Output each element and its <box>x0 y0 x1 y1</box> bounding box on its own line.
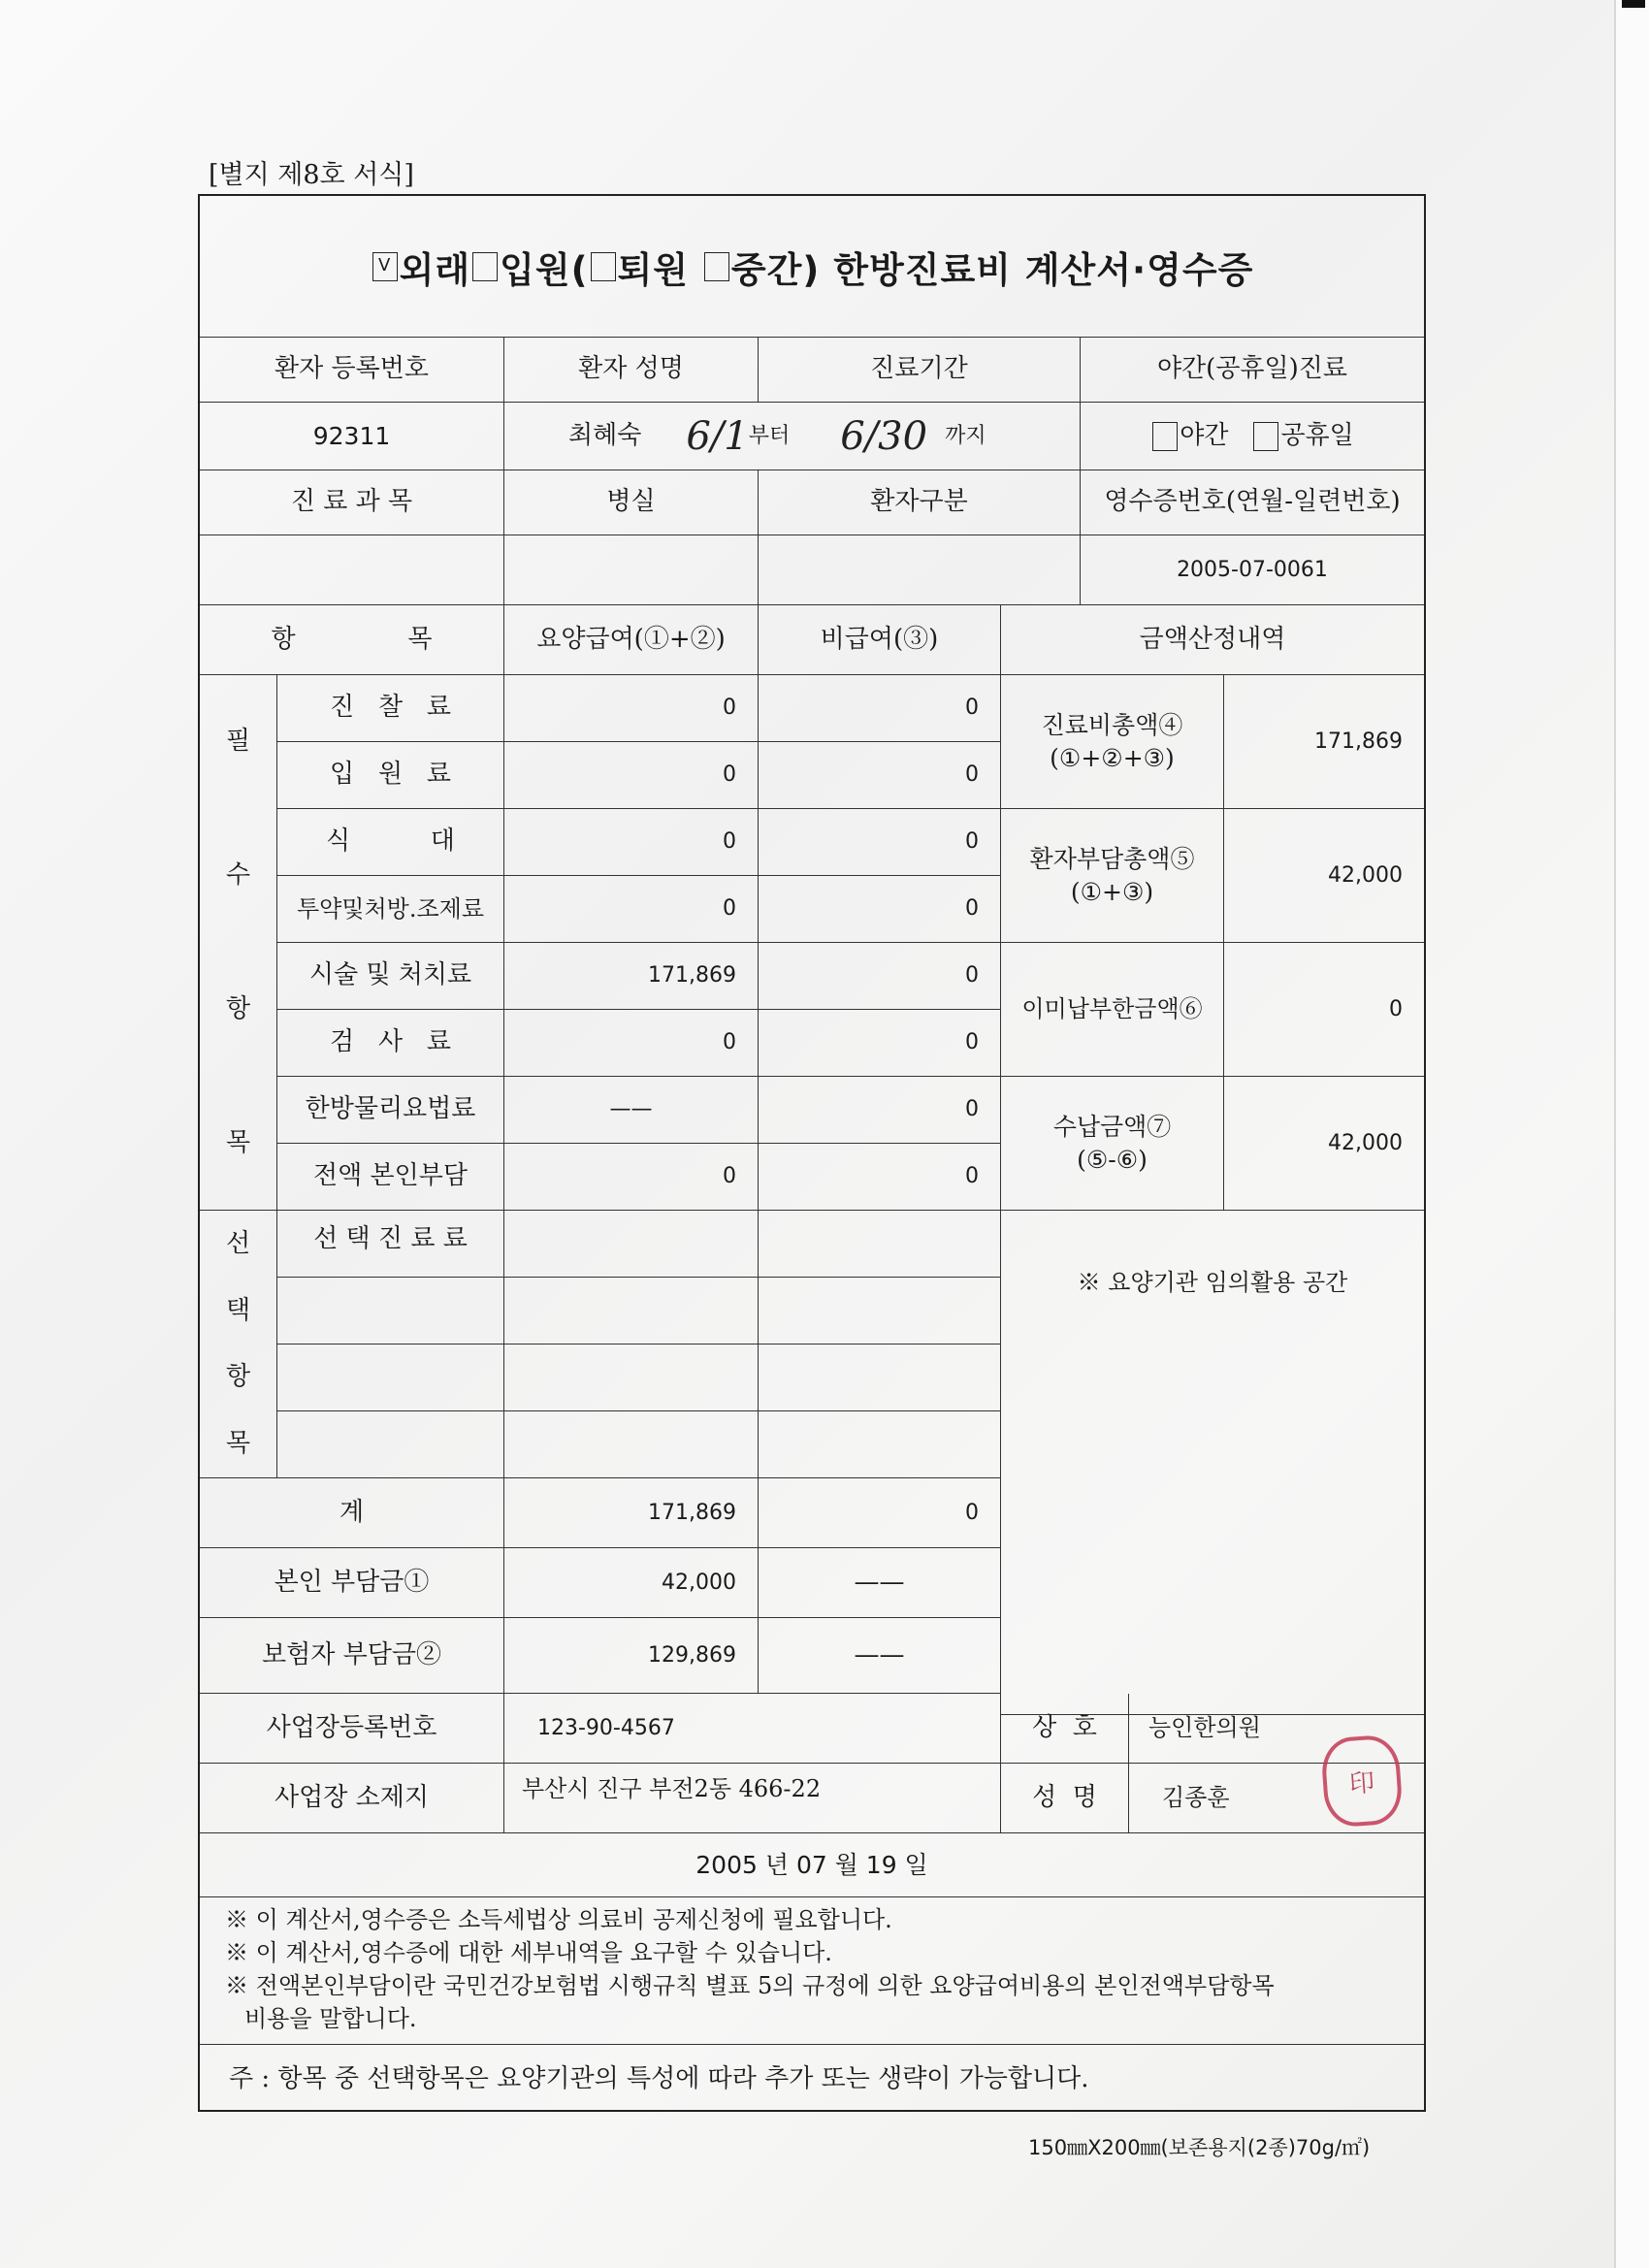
optional-items-group <box>200 1211 277 1478</box>
uninsured-value: 0 <box>759 943 1001 1010</box>
insured-value: 0 <box>504 1010 759 1077</box>
uninsured-value: 0 <box>759 1144 1001 1211</box>
period-to-handwritten: 6/30 <box>840 413 928 459</box>
period-from-label: 부터 <box>748 423 791 448</box>
holiday-label: 공휴일 <box>1280 420 1354 450</box>
optional-group-char: 항 <box>225 1362 251 1392</box>
night-header: 야간(공휴일)진료 <box>1081 337 1424 403</box>
uninsured-header: 비급여(③) <box>759 605 1001 675</box>
interim-checkbox[interactable] <box>704 252 729 281</box>
optional-item-label <box>277 1278 504 1345</box>
trade-name-label: 상 호 <box>1001 1694 1129 1764</box>
discharge-checkbox[interactable] <box>591 252 616 281</box>
night-checkbox[interactable] <box>1152 422 1178 451</box>
uninsured-value: 0 <box>759 809 1001 876</box>
patient-type-header: 환자구분 <box>759 470 1081 535</box>
form-code: [별지 제8호 서식] <box>209 160 414 190</box>
owner-label: 성 명 <box>1001 1764 1129 1833</box>
note-line: ※ 전액본인부담이란 국민건강보험법 시행규칙 별표 5의 규정에 의한 요양급여비용의 본인전액부담항목 <box>225 1972 1275 2000</box>
patient-name: 최혜숙 <box>568 420 642 450</box>
optional-insured <box>504 1211 759 1278</box>
item-label: 투약및처방.조제료 <box>277 876 504 943</box>
holiday-checkbox[interactable] <box>1253 422 1278 451</box>
item-label: 시술 및 처치료 <box>277 943 504 1010</box>
night-label: 야간 <box>1180 420 1229 450</box>
optional-group-char: 목 <box>225 1429 251 1459</box>
insured-value: 171,869 <box>504 943 759 1010</box>
optional-group-char: 택 <box>225 1295 251 1325</box>
item-header: 항 목 <box>200 605 504 675</box>
dept-header: 진 료 과 목 <box>200 470 504 535</box>
insured-value: 0 <box>504 876 759 943</box>
receipt-no-value: 2005-07-0061 <box>1081 535 1424 605</box>
optional-group-char: 선 <box>225 1228 251 1258</box>
prepaid-label: 이미납부한금액⑥ <box>1001 943 1224 1077</box>
issue-date: 2005 년 07 월 19 일 <box>200 1833 1424 1897</box>
item-label: 입 원 료 <box>277 742 504 809</box>
scan-edge <box>1614 0 1649 2268</box>
required-group-char: 필 <box>225 727 251 757</box>
item-label: 한방물리요법료 <box>277 1077 504 1144</box>
uninsured-value: 0 <box>759 675 1001 742</box>
paid-label: 수납금액⑦ (⑤-⑥) <box>1001 1077 1224 1211</box>
discharge-label: 퇴원 <box>617 248 690 291</box>
note-line: ※ 이 계산서,영수증에 대한 세부내역을 요구할 수 있습니다. <box>225 1939 832 1967</box>
name-period-cell <box>504 403 1081 470</box>
reg-no-header: 환자 등록번호 <box>200 337 504 403</box>
title-main: 한방진료비 계산서·영수증 <box>833 248 1254 291</box>
optional-insured <box>504 1278 759 1345</box>
business-address-value: 부산시 진구 부전2동 466-22 <box>504 1764 1001 1833</box>
uninsured-value: 0 <box>759 876 1001 943</box>
optional-item-label <box>277 1411 504 1478</box>
uninsured-value: 0 <box>759 1077 1001 1144</box>
business-reg-label: 사업장등록번호 <box>200 1694 504 1764</box>
night-holiday-cell <box>1081 403 1424 470</box>
inpatient-label: 입원( <box>500 248 589 291</box>
required-group-char: 항 <box>225 993 251 1023</box>
calc-header: 금액산정내역 <box>1001 605 1424 675</box>
reg-no-value: 92311 <box>200 403 504 470</box>
name-header: 환자 성명 <box>504 337 759 403</box>
note-line: ※ 이 계산서,영수증은 소득세법상 의료비 공제신청에 필요합니다. <box>225 1906 892 1933</box>
period-from-handwritten: 6/1 <box>686 413 749 459</box>
dept-value <box>200 535 504 605</box>
required-group-char: 목 <box>225 1127 251 1157</box>
remark: 주 : 항목 중 선택항목은 요양기관의 특성에 따라 추가 또는 생략이 가능합니다. <box>229 2064 1089 2093</box>
optional-item-label <box>277 1345 504 1411</box>
outpatient-checkbox[interactable]: V <box>372 252 398 281</box>
uninsured-value: 0 <box>759 1010 1001 1077</box>
item-label: 진 찰 료 <box>277 675 504 742</box>
total-label: 계 <box>200 1478 504 1548</box>
required-items-group <box>200 675 277 1211</box>
trade-name-value: 능인한의원 <box>1129 1694 1424 1764</box>
required-group-char: 수 <box>225 860 251 891</box>
optional-insured <box>504 1345 759 1411</box>
notes <box>225 1903 1275 2035</box>
patient-total-label: 환자부담총액⑤ (①+③) <box>1001 809 1224 943</box>
note-line: 비용을 말합니다. <box>244 2005 417 2033</box>
period-header: 진료기간 <box>759 337 1081 403</box>
optional-uninsured <box>759 1345 1001 1411</box>
patient-type-value <box>759 535 1081 605</box>
total-uninsured: 0 <box>759 1478 1001 1548</box>
optional-uninsured <box>759 1411 1001 1478</box>
room-value <box>504 535 759 605</box>
patient-total-value: 42,000 <box>1224 809 1424 943</box>
insured-value: 0 <box>504 1144 759 1211</box>
insured-value: 0 <box>504 809 759 876</box>
item-label: 검 사 료 <box>277 1010 504 1077</box>
prepaid-value: 0 <box>1224 943 1424 1077</box>
insured-header: 요양급여(①+②) <box>504 605 759 675</box>
form-title <box>200 196 1424 338</box>
free-space: ※ 요양기관 임의활용 공간 <box>1001 1211 1424 1715</box>
business-address-label: 사업장 소제지 <box>200 1764 504 1833</box>
total-cost-value: 171,869 <box>1224 675 1424 809</box>
remark-divider <box>200 2044 1424 2045</box>
total-insured: 171,869 <box>504 1478 759 1548</box>
self-pay-dash: —— <box>759 1548 1001 1618</box>
insurer-pay-label: 보험자 부담금② <box>200 1618 504 1694</box>
owner-value: 김종훈 <box>1129 1764 1424 1833</box>
receipt-no-header: 영수증번호(연월-일련번호) <box>1081 470 1424 535</box>
optional-uninsured <box>759 1278 1001 1345</box>
business-reg-value: 123-90-4567 <box>504 1694 1001 1764</box>
insurer-pay-dash: —— <box>759 1618 1001 1694</box>
item-label: 식 대 <box>277 809 504 876</box>
insured-value: —— <box>504 1077 759 1144</box>
optional-item-label: 선 택 진 료 료 <box>277 1211 504 1278</box>
interim-label: 중간) <box>730 248 821 291</box>
insured-value: 0 <box>504 675 759 742</box>
paper-spec: 150㎜X200㎜(보존용지(2종)70g/㎡) <box>1028 2136 1371 2159</box>
total-cost-label: 진료비총액④ (①+②+③) <box>1001 675 1224 809</box>
period-to-label: 까지 <box>945 423 986 448</box>
receipt-form <box>198 194 1426 2112</box>
outpatient-label: 외래 <box>399 248 471 291</box>
inpatient-checkbox[interactable] <box>472 252 498 281</box>
insured-value: 0 <box>504 742 759 809</box>
seal-stamp: 印 <box>1320 1733 1404 1828</box>
uninsured-value: 0 <box>759 742 1001 809</box>
insurer-pay-value: 129,869 <box>504 1618 759 1694</box>
item-label: 전액 본인부담 <box>277 1144 504 1211</box>
self-pay-label: 본인 부담금① <box>200 1548 504 1618</box>
self-pay-value: 42,000 <box>504 1548 759 1618</box>
optional-uninsured <box>759 1211 1001 1278</box>
optional-insured <box>504 1411 759 1478</box>
room-header: 병실 <box>504 470 759 535</box>
paid-value: 42,000 <box>1224 1077 1424 1211</box>
